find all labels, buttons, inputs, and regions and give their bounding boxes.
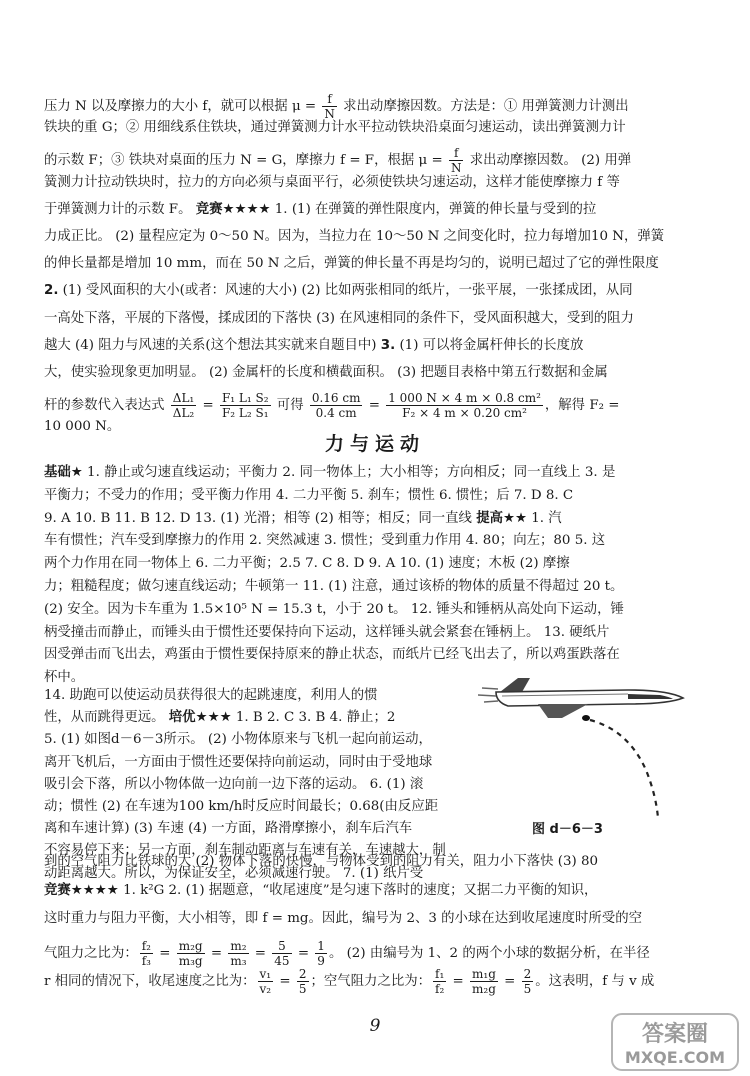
text-run: 性，从而跳得更远。 (44, 710, 169, 726)
fraction (272, 939, 291, 968)
text-line (44, 228, 706, 246)
page-number: 9 (369, 1016, 381, 1036)
text-line (44, 92, 706, 121)
text-run: 。这表明，f 与 v 成 (535, 974, 655, 989)
text-run: 离开飞机后，一方面由于惯性还要保持向前运动，同时由于受地球 (44, 754, 433, 770)
text-line (44, 601, 706, 619)
text-run: 1. B 2. C 3. B 4. 静止；2 (231, 710, 396, 726)
text-line (44, 578, 706, 596)
text-run: 力成正比。 (2) 量程应定为 0～50 N。因为，当拉力在 10～50 N 之间变化时，拉力每增加10 N，弹簧 (44, 229, 665, 244)
text-line (44, 853, 706, 871)
text-line (44, 776, 469, 794)
text-run: 求出动摩擦因数。 (2) 用弹 (465, 153, 632, 169)
fraction-denominator: 45 (274, 953, 290, 968)
bold-label: 基础★ (44, 465, 83, 480)
text-run: 于弹簧测力计的示数 F。 (44, 201, 196, 217)
text-line (44, 967, 706, 996)
text-run: 5. (1) 如图d－6－3所示。 (2) 小物体原来与飞机一起向前运动， (44, 732, 432, 748)
fraction (315, 939, 327, 968)
text-run: 气阻力之比为： (44, 945, 138, 961)
fraction (322, 92, 337, 121)
text-line (44, 910, 706, 928)
text-line (44, 532, 706, 550)
text-run: = (250, 945, 271, 961)
text-run: 因受弹击而飞出去，鸡蛋由于惯性要保持原来的静止状态，而纸片已经飞出去了，所以鸡蛋跌落在 (44, 647, 620, 663)
fraction (140, 939, 153, 968)
fraction (228, 939, 248, 968)
text-run: 10 000 N。 (44, 419, 121, 435)
fraction (470, 967, 498, 996)
text-run: 14. 助跑可以使运动员获得很大的起跳速度，利用人的惯 (44, 688, 378, 703)
text-run: 一高处下落，平展的下落慢，揉成团的下落快 (3) 在风速相同的条件下，受风面积越大，受到的阻力 (44, 310, 634, 326)
text-line (44, 731, 469, 749)
text-run: 两个力作用在同一物体上 6. 二力平衡；2.5 7. C 8. D 9. A 10. (1) 速度；木板 (2) 摩擦 (44, 556, 570, 572)
fraction-numerator: 1 (317, 938, 325, 953)
text-line (44, 464, 706, 482)
bold-label: 竞赛★★★★ (44, 882, 119, 898)
fraction (386, 391, 543, 420)
fraction-denominator: 9 (317, 953, 325, 968)
text-line (44, 939, 706, 968)
text-line (44, 820, 469, 838)
text-run: 到的空气阻力比铁球的大 (2) 物体下落的快慢，与物体受到的阻力有关，阻力小下落快 (3) 80 (44, 854, 599, 869)
text-run: (2) 安全。因为卡车重为 1.5×10⁵ N = 15.3 t，小于 20 t。 12. 锤头和锤柄从高处向下运动，锤 (44, 601, 624, 617)
fraction-denominator: m₃ (230, 953, 247, 968)
text-run: 1. (1) 在弹簧的弹性限度内，弹簧的伸长量与受到的拉 (270, 201, 597, 217)
text-line (44, 174, 706, 192)
text-run: = (206, 945, 227, 961)
text-line (44, 391, 706, 420)
falling-object-trajectory (582, 715, 658, 818)
text-run: 杆的参数代入表达式 (44, 398, 169, 414)
text-run: 铁块的重 G；② 用细线系住铁块，通过弹簧测力计水平拉动铁块沿桌面匀速运动，读出弹簧测力计 (44, 120, 626, 136)
text-run: ，解得 F₂ = (544, 398, 620, 414)
text-line (44, 337, 706, 355)
bold-label: 3. (380, 337, 396, 353)
text-line (44, 687, 469, 705)
text-run: = (155, 945, 175, 961)
text-run: 动距离越大。所以，为保证安全，必须减速行驶。 7. (1) 纸片受 (44, 865, 424, 881)
airplane-icon (478, 678, 683, 718)
svg-text:答案圈: 答案圈 (641, 1022, 709, 1047)
text-run: 越大 (4) 阻力与风速的关系(这个想法其实就来自题目中) (44, 337, 381, 353)
text-run: = (364, 398, 385, 414)
text-run: = (499, 974, 520, 989)
text-line (44, 282, 706, 300)
text-line (44, 255, 706, 273)
text-run: 1. 汽 (526, 510, 562, 526)
fraction-numerator: 5 (272, 939, 291, 954)
fraction-denominator: f₃ (141, 953, 151, 968)
fraction-denominator: F₂ × 4 m × 0.20 cm² (402, 406, 527, 421)
text-line (44, 119, 706, 137)
fraction (171, 391, 196, 420)
text-run: 求出动摩擦因数。方法是：① 用弹簧测力计测出 (338, 99, 629, 114)
text-run: 1. k²G 2. (1) 据题意，“收尾速度”是匀速下落时的速度；又据二力平衡的知识， (118, 882, 598, 898)
text-line (44, 146, 706, 175)
text-line (44, 487, 706, 505)
text-line (44, 646, 706, 664)
bold-label: 培优★★★ (168, 710, 232, 726)
text-run: (1) 受风面积的大小(或者：风速的大小) (2) 比如两张相同的纸片，一张平展，一张揉成团，从同 (58, 283, 633, 299)
text-run: 压力 N 以及摩擦力的大小 f，就可以根据 μ = (44, 99, 321, 114)
text-run: = (448, 974, 469, 989)
bold-label: 2. (44, 283, 59, 299)
fraction-denominator: m₃g (178, 953, 203, 968)
fraction (449, 146, 464, 175)
text-run: 9. A 10. B 11. B 12. D 13. (1) 光滑；相等 (2) 相等；相反；同一直线 (44, 510, 477, 526)
fraction-numerator: F₁ L₁ S₂ (221, 391, 269, 406)
fraction (177, 939, 205, 968)
text-run: 吸引会下落，所以小物体做一边向前一边下落的运动。 6. (1) 滚 (44, 776, 424, 792)
text-run: 杯中。 (44, 670, 85, 686)
fraction-denominator: 0.4 cm (315, 406, 357, 421)
fraction-numerator: m₂g (178, 938, 203, 953)
fraction-denominator: N (324, 107, 335, 121)
bold-label: 提高★★ (476, 510, 527, 526)
text-run: = (198, 398, 218, 414)
fraction-denominator: f₂ (435, 982, 445, 996)
text-line (44, 364, 706, 382)
fraction (433, 967, 446, 996)
fraction (310, 391, 363, 420)
fraction-denominator: ΔL₂ (172, 406, 195, 421)
fraction (258, 967, 274, 996)
fraction-denominator: N (450, 161, 462, 176)
fraction-numerator: 2 (523, 967, 532, 981)
text-line (44, 310, 706, 328)
text-line (44, 510, 706, 528)
fraction-numerator: m₂ (230, 938, 247, 953)
text-line (44, 798, 469, 816)
fraction (220, 391, 271, 420)
figure-plane-drop (478, 670, 710, 820)
text-run: 大，使实验现象更加明显。 (2) 金属杆的长度和横截面积。 (3) 把题目表格中第五行数据和金属 (44, 365, 608, 380)
text-run: 可得 (272, 398, 308, 414)
text-run: r 相同的情况下，收尾速度之比为： (44, 974, 256, 989)
fraction (522, 967, 534, 996)
section-title: 力与运动 (324, 433, 425, 455)
fraction-denominator: 5 (298, 982, 307, 996)
text-run: 平衡力；不受力的作用；受平衡力作用 4. 二力平衡 5. 刹车；惯性 6. 惯性；后 7. D 8. C (44, 487, 574, 503)
text-run: ；空气阻力之比为： (310, 974, 432, 989)
text-run: 力；粗糙程度；做匀速直线运动；牛顿第一 11. (1) 注意，通过该桥的物体的质量不得超过 20 t。 (44, 579, 624, 594)
site-watermark-logo (610, 1012, 740, 1072)
text-line (44, 624, 706, 642)
svg-text:MXQE.COM: MXQE.COM (624, 1048, 726, 1067)
text-run: 簧测力计拉动铁块时，拉力的方向必须与桌面平行，必须使铁块匀速运动，这样才能使摩擦力 f 等 (44, 174, 620, 190)
fraction-numerator: 0.16 cm (311, 391, 361, 406)
text-line (44, 882, 706, 900)
fraction-denominator: v₂ (259, 982, 272, 996)
text-run: 动；惯性 (2) 在车速为100 km/h时反应时间最长；0.68(由反应距 (44, 799, 439, 814)
fraction-numerator: 1 000 N × 4 m × 0.8 cm² (388, 391, 541, 406)
text-run: 离和车速计算) (3) 车速 (4) 一方面，路滑摩擦小，刹车后汽车 (44, 821, 413, 837)
text-run: 这时重力与阻力平衡，大小相等，即 f = mg。因此，编号为 2、3 的小球在达到收尾速度时所受的空 (44, 911, 642, 926)
text-run: = (275, 974, 295, 989)
fraction (297, 967, 309, 996)
figure-caption: 图 d－6－3 (532, 822, 603, 837)
text-run: = (293, 945, 314, 961)
text-line (44, 709, 469, 727)
fraction-numerator: f (449, 146, 464, 161)
fraction-numerator: v₁ (259, 967, 272, 981)
bold-label: 竞赛★★★★ (195, 201, 271, 217)
text-line (44, 201, 706, 219)
fraction-numerator: f₂ (141, 938, 151, 953)
fraction-numerator: 2 (298, 967, 307, 981)
fraction-denominator: F₂ L₂ S₁ (221, 406, 269, 421)
fraction-numerator: m₁g (472, 967, 496, 981)
text-run: 1. 静止或匀速直线运动；平衡力 2. 同一物体上；大小相等；方向相反；同一直线上 3. 是 (82, 465, 616, 480)
fraction-denominator: m₂g (472, 982, 496, 996)
fraction-numerator: ΔL₁ (172, 391, 195, 406)
text-line (44, 555, 706, 573)
fraction-numerator: f₁ (435, 967, 445, 981)
text-run: 的示数 F；③ 铁块对桌面的压力 N = G，摩擦力 f = F，根据 μ = (44, 153, 447, 169)
fraction-denominator: 5 (523, 982, 532, 996)
fraction-numerator: f (322, 92, 337, 107)
text-run: (1) 可以将金属杆伸长的长度放 (395, 337, 584, 353)
text-line (44, 754, 469, 772)
text-run: 不容易停下来；另一方面，刹车制动距离与车速有关，车速越大，制 (44, 843, 446, 859)
text-run: 的伸长量都是增加 10 mm，而在 50 N 之后，弹簧的伸长量不再是均匀的，说明已超过了它的弹性限度 (44, 256, 659, 272)
text-run: 车有惯性；汽车受到摩擦力的作用 2. 突然减速 3. 惯性；受到重力作用 4. 80；向左；80 5. 这 (44, 533, 606, 549)
text-run: 。 (2) 由编号为 1、2 的两个小球的数据分析，在半径 (328, 945, 650, 961)
text-run: 柄受撞击而静止，而锤头由于惯性还要保持向下运动，这样锤头就会紧套在锤柄上。 13. 硬纸片 (44, 624, 610, 640)
